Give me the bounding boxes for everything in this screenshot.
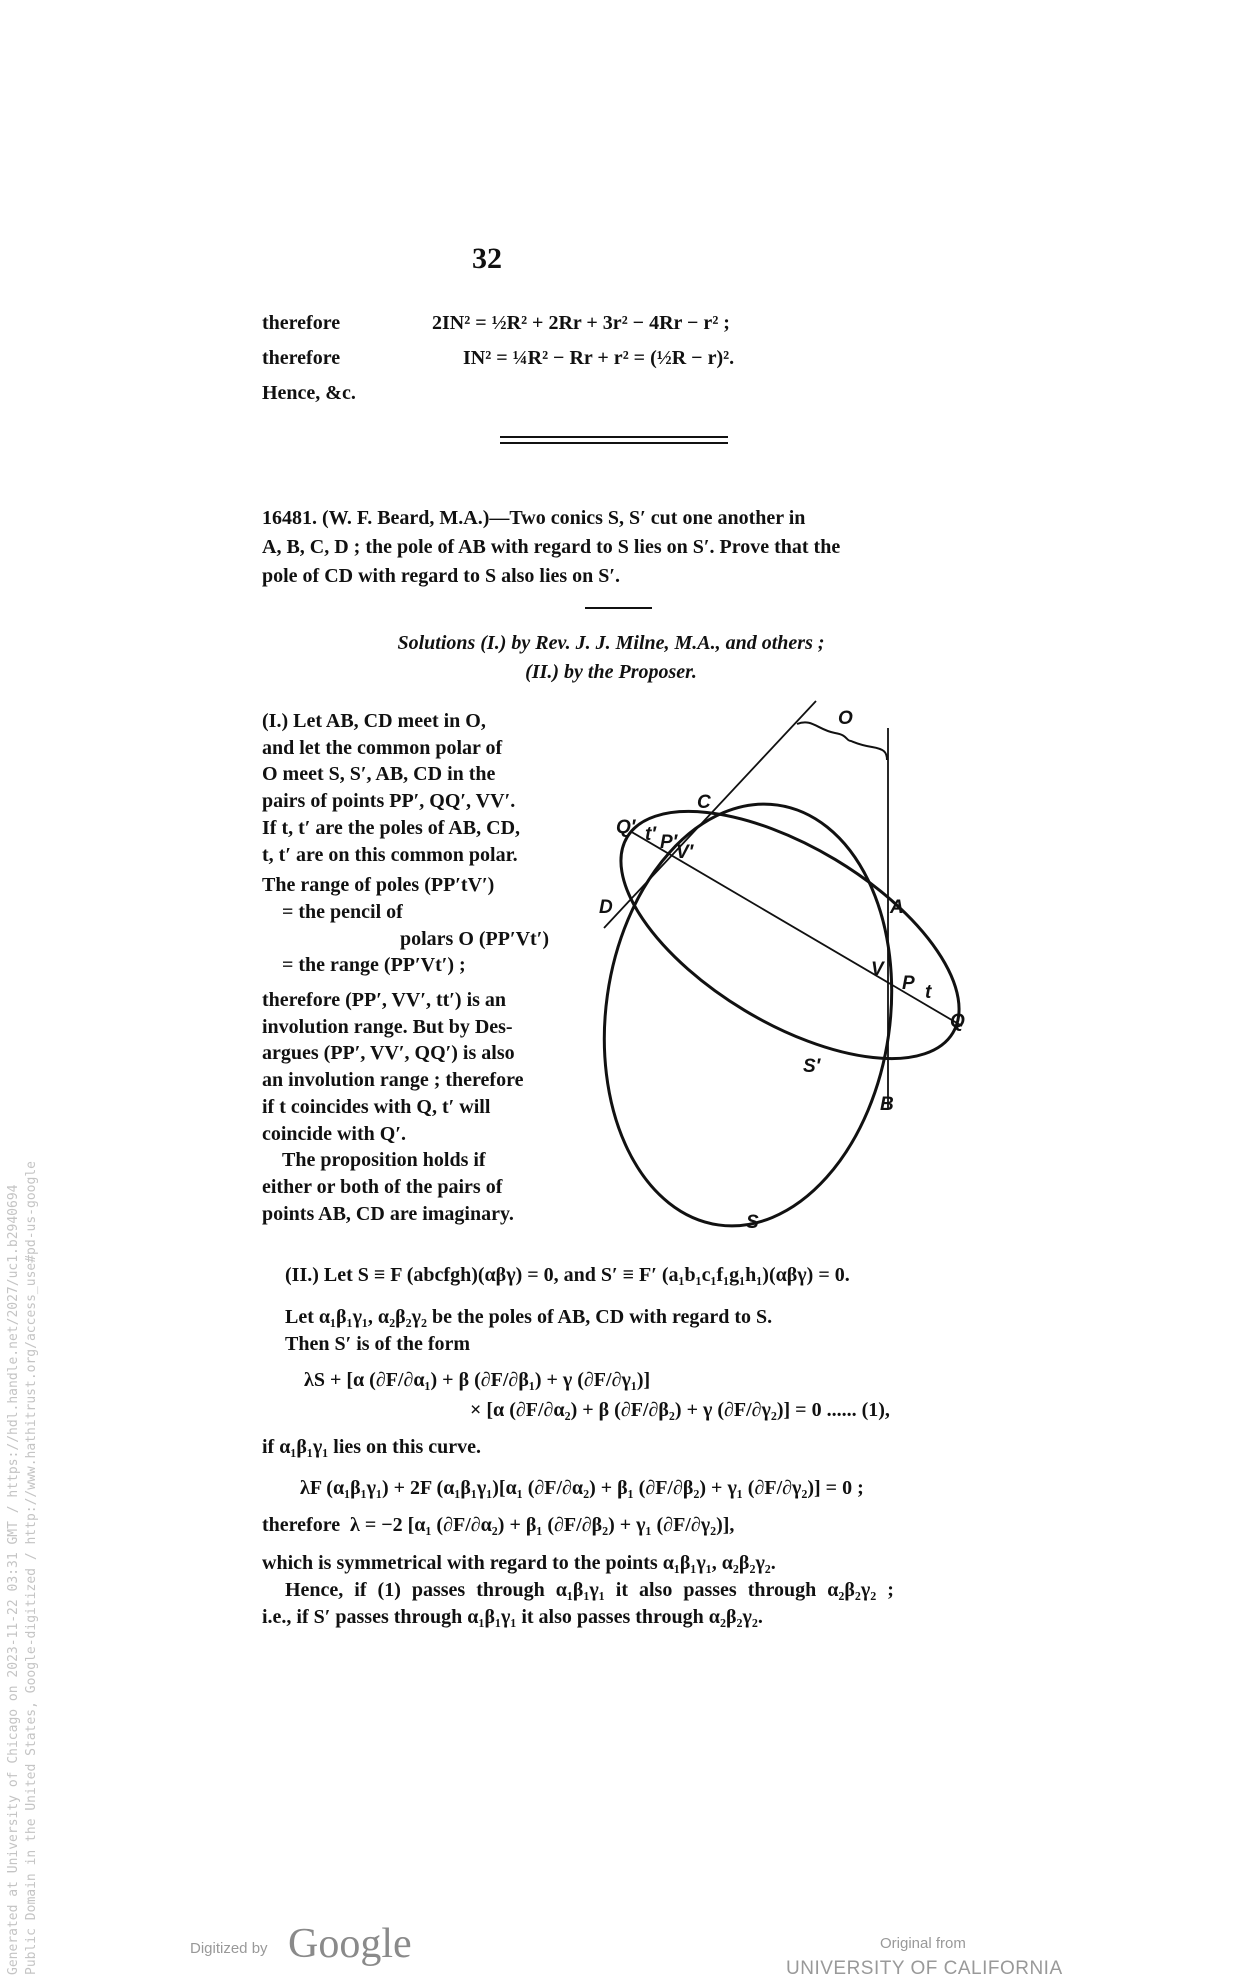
page-number: 32 xyxy=(472,242,502,275)
equation-lambda-s: λS + [α (∂F/∂α₁) + β (∂F/∂β₁) + γ (∂F/∂γ₁)] xyxy=(304,1369,651,1391)
conic-s xyxy=(578,785,918,1244)
text-line: points AB, CD are imaginary. xyxy=(262,1202,514,1225)
text-line: t, t′ are on this common polar. xyxy=(262,843,518,866)
watermark-line-2: Public Domain in the United States, Google-digitized / http://www.hathitrust.org/access_use#pd-us-google xyxy=(24,1161,39,1975)
label-s-prime: S′ xyxy=(803,1056,821,1077)
text-line: coincide with Q′. xyxy=(262,1122,406,1145)
text-line: either or both of the pairs of xyxy=(262,1175,503,1198)
text-line: polars O (PP′Vt′) xyxy=(400,927,550,950)
label-p: P xyxy=(902,973,915,994)
label-p-prime: P′ xyxy=(660,832,678,853)
google-logo: Google xyxy=(288,1921,412,1967)
part-two-line-9: which is symmetrical with regard to the points α₁β₁γ₁, α₂β₂γ₂. xyxy=(262,1552,776,1574)
label-t-prime: t′ xyxy=(645,824,656,845)
problem-line: 16481. (W. F. Beard, M.A.)—Two conics S, S′ cut one another in xyxy=(262,507,806,529)
part-two-line-10: Hence, if (1) passes through α₁β₁γ₁ it also passes through α₂β₂γ₂ ; xyxy=(285,1579,894,1601)
solutions-heading-text: (II.) by the Proposer. xyxy=(525,661,697,683)
text-line: The range of poles (PP′tV′) xyxy=(262,874,495,897)
text-line: If t, t′ are the poles of AB, CD, xyxy=(262,816,521,839)
text-line: = the pencil of xyxy=(282,900,403,923)
solutions-heading-text: Solutions (I.) by Rev. J. J. Milne, M.A., and others ; xyxy=(397,632,825,654)
text-line: = the range (PP′Vt′) ; xyxy=(282,954,466,977)
text-line: if t coincides with Q, t′ will xyxy=(262,1095,491,1118)
text-line: argues (PP′, VV′, QQ′) is also xyxy=(262,1042,515,1065)
label-d: D xyxy=(599,897,613,918)
part-two-line-3: Then S′ is of the form xyxy=(285,1333,471,1355)
therefore-label-1: therefore xyxy=(262,312,341,334)
label-s: S xyxy=(746,1212,759,1233)
equation-2: IN² = ¼R² − Rr + r² = (½R − r)². xyxy=(463,347,735,369)
label-b: B xyxy=(880,1094,894,1115)
problem-line: A, B, C, D ; the pole of AB with regard to S lies on S′. Prove that the xyxy=(262,536,841,558)
equation-one: × [α (∂F/∂α₂) + β (∂F/∂β₂) + γ (∂F/∂γ₂)] = 0 ...... (1), xyxy=(470,1399,890,1421)
text-line: therefore (PP′, VV′, tt′) is an xyxy=(262,989,507,1012)
text-line: pairs of points PP′, QQ′, VV′. xyxy=(262,790,516,813)
equation-1: 2IN² = ½R² + 2Rr + 3r² − 4Rr − r² ; xyxy=(432,312,730,334)
part-two-line-11: i.e., if S′ passes through α₁β₁γ₁ it also passes through α₂β₂γ₂. xyxy=(262,1606,763,1628)
label-v-prime: V′ xyxy=(676,842,694,863)
text-line: The proposition holds if xyxy=(282,1149,486,1172)
label-a: A xyxy=(890,897,904,918)
label-c: C xyxy=(697,792,711,813)
therefore-label-2: therefore xyxy=(262,347,341,369)
equation-lambda-f: λF (α₁β₁γ₁) + 2F (α₁β₁γ₁)[α₁ (∂F/∂α₂) + β₁ (∂F/∂β₂) + γ₁ (∂F/∂γ₂)] = 0 ; xyxy=(300,1477,864,1499)
equation-lambda: λ = −2 [α₁ (∂F/∂α₂) + β₁ (∂F/∂β₂) + γ₁ (∂F/∂γ₂)], xyxy=(350,1514,735,1536)
label-q: Q xyxy=(950,1011,965,1032)
university-label: UNIVERSITY OF CALIFORNIA xyxy=(786,1958,1063,1979)
part-two-line-2: Let α₁β₁γ₁, α₂β₂γ₂ be the poles of AB, CD with regard to S. xyxy=(285,1306,773,1328)
original-from-label: Original from xyxy=(880,1935,966,1952)
label-q-prime: Q′ xyxy=(616,817,636,838)
label-v: V xyxy=(871,959,884,980)
part-two-line-1: (II.) Let S ≡ F (abcfgh)(αβγ) = 0, and S′ ≡ F′ (a₁b₁c₁f₁g₁h₁)(αβγ) = 0. xyxy=(285,1264,850,1286)
text-line: (I.) Let AB, CD meet in O, xyxy=(262,710,486,732)
problem-line: pole of CD with regard to S also lies on S′. xyxy=(262,565,621,587)
text-line: an involution range ; therefore xyxy=(262,1069,524,1092)
therefore-label-3: therefore xyxy=(262,1514,341,1536)
line-cd xyxy=(604,701,816,928)
watermark-line-1: Generated at University of Chicago on 2023-11-22 03:31 GMT / https://hdl.handle.net/2027/uc1.b2940694 xyxy=(6,1184,21,1975)
text-line: O meet S, S′, AB, CD in the xyxy=(262,763,496,786)
digitized-by-label: Digitized by xyxy=(190,1940,268,1957)
text-line: and let the common polar of xyxy=(262,736,503,759)
conic-s-prime xyxy=(582,762,998,1109)
label-o: O xyxy=(838,708,853,729)
label-t: t xyxy=(925,982,932,1003)
hence-text: Hence, &c. xyxy=(262,382,356,404)
part-two-line-6: if α₁β₁γ₁ lies on this curve. xyxy=(262,1436,482,1458)
text-line: involution range. But by Des- xyxy=(262,1015,513,1038)
